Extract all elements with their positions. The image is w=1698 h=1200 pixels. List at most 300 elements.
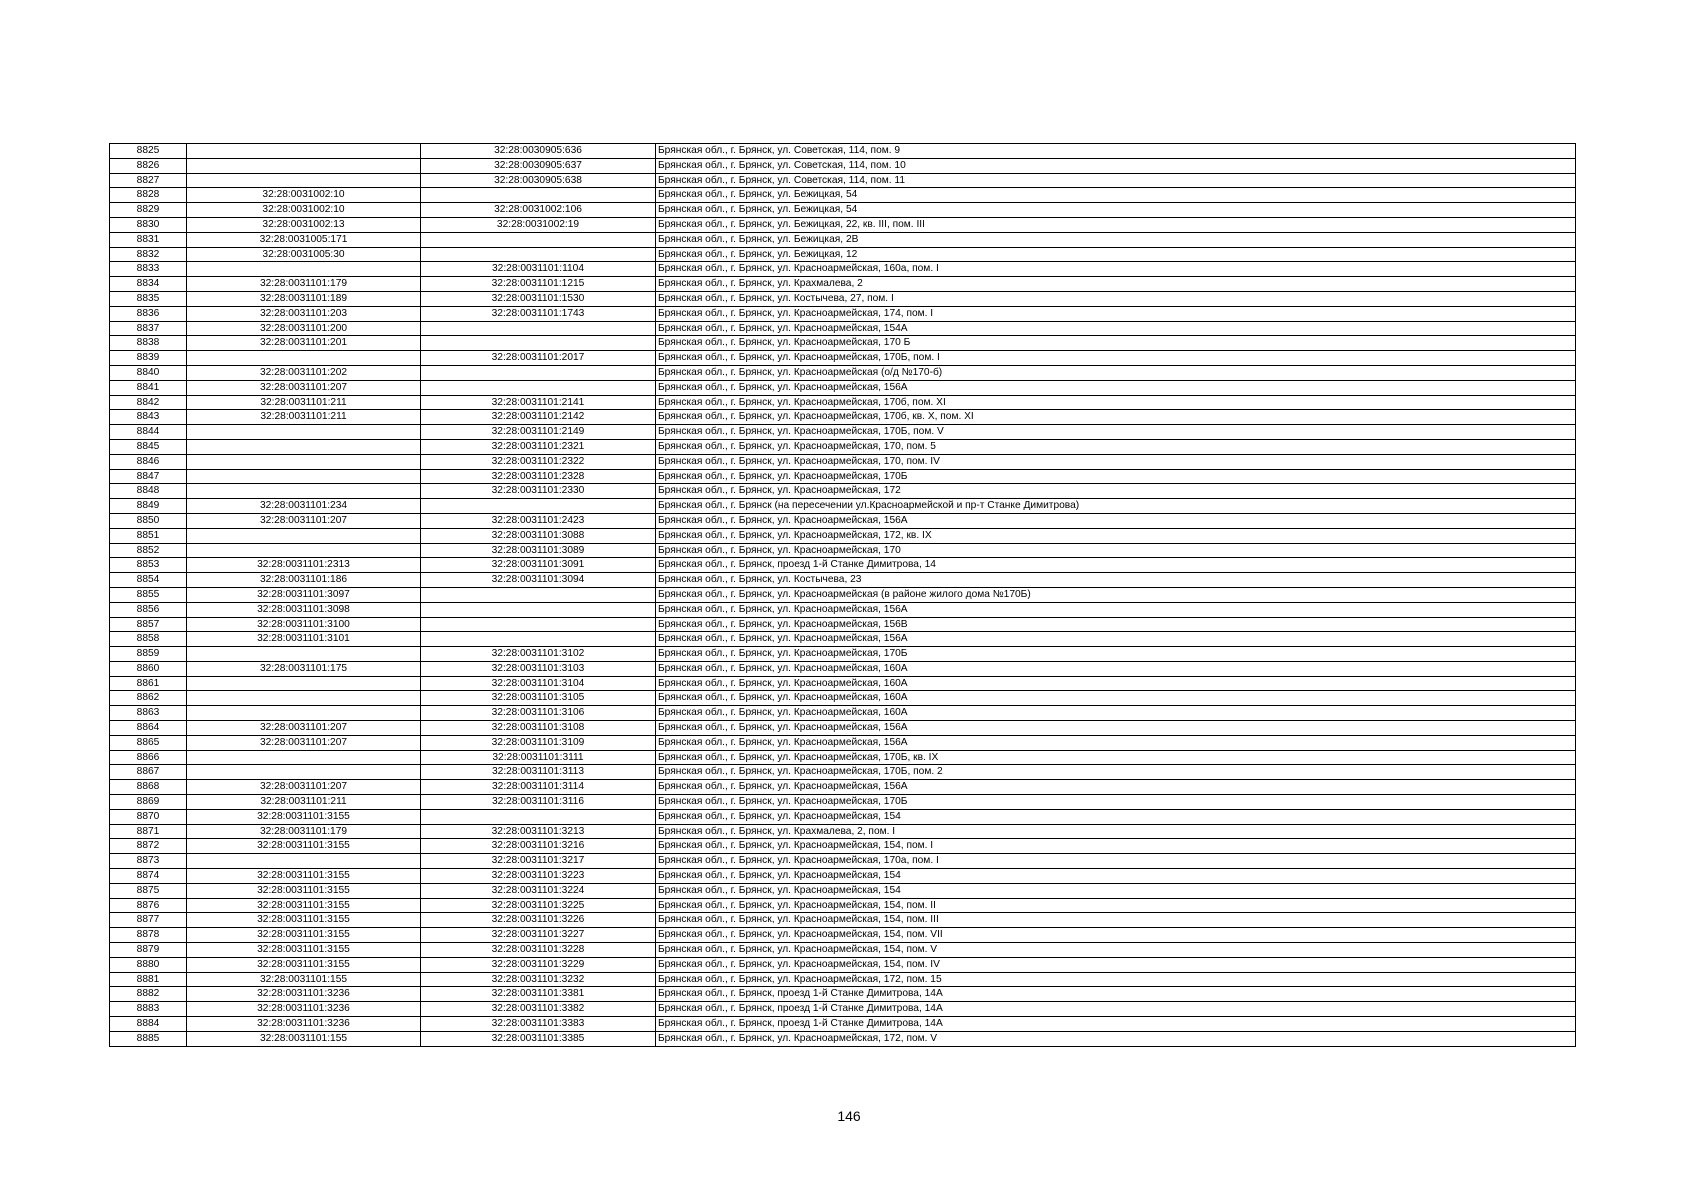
row-number-cell: 8825 bbox=[110, 144, 187, 159]
address-cell: Брянская обл., г. Брянск, ул. Советская, 114, пом. 9 bbox=[656, 144, 1576, 159]
address-cell: Брянская обл., г. Брянск, ул. Красноармейская (в районе жилого дома №170Б) bbox=[656, 587, 1576, 602]
table-row bbox=[110, 484, 1576, 499]
address-cell: Брянская обл., г. Брянск, ул. Красноармейская, 154 bbox=[656, 809, 1576, 824]
table-row bbox=[110, 1031, 1576, 1046]
table-row bbox=[110, 735, 1576, 750]
table-row bbox=[110, 839, 1576, 854]
parcel-number-cell bbox=[187, 351, 421, 366]
parcel-number-cell: 32:28:0031101:3155 bbox=[187, 839, 421, 854]
address-cell: Брянская обл., г. Брянск, ул. Крахмалева, 2 bbox=[656, 277, 1576, 292]
table-row bbox=[110, 883, 1576, 898]
table-row bbox=[110, 854, 1576, 869]
address-cell: Брянская обл., г. Брянск, проезд 1-й Станке Димитрова, 14А bbox=[656, 1017, 1576, 1032]
object-number-cell bbox=[421, 188, 656, 203]
row-number-cell: 8872 bbox=[110, 839, 187, 854]
parcel-number-cell: 32:28:0031101:155 bbox=[187, 1031, 421, 1046]
object-number-cell bbox=[421, 321, 656, 336]
parcel-number-cell: 32:28:0031101:3155 bbox=[187, 898, 421, 913]
registry-table bbox=[109, 143, 1576, 1047]
address-cell: Брянская обл., г. Брянск, ул. Красноармейская, 172, кв. IX bbox=[656, 528, 1576, 543]
row-number-cell: 8836 bbox=[110, 306, 187, 321]
address-cell: Брянская обл., г. Брянск, ул. Бежицкая, 2В bbox=[656, 232, 1576, 247]
object-number-cell: 32:28:0031101:3232 bbox=[421, 972, 656, 987]
address-cell: Брянская обл., г. Брянск, ул. Красноармейская, 156А bbox=[656, 632, 1576, 647]
row-number-cell: 8863 bbox=[110, 706, 187, 721]
row-number-cell: 8831 bbox=[110, 232, 187, 247]
page-number: 146 bbox=[837, 1108, 861, 1124]
row-number-cell: 8864 bbox=[110, 721, 187, 736]
address-cell: Брянская обл., г. Брянск, ул. Бежицкая, 12 bbox=[656, 247, 1576, 262]
row-number-cell: 8842 bbox=[110, 395, 187, 410]
object-number-cell bbox=[421, 809, 656, 824]
parcel-number-cell: 32:28:0031101:3101 bbox=[187, 632, 421, 647]
object-number-cell: 32:28:0031101:3213 bbox=[421, 824, 656, 839]
parcel-number-cell bbox=[187, 706, 421, 721]
table-row bbox=[110, 602, 1576, 617]
address-cell: Брянская обл., г. Брянск, ул. Красноармейская, 154, пом. I bbox=[656, 839, 1576, 854]
row-number-cell: 8851 bbox=[110, 528, 187, 543]
address-cell: Брянская обл., г. Брянск, ул. Красноармейская, 170а, пом. I bbox=[656, 854, 1576, 869]
table-row bbox=[110, 144, 1576, 159]
row-number-cell: 8830 bbox=[110, 217, 187, 232]
table-row bbox=[110, 1002, 1576, 1017]
parcel-number-cell bbox=[187, 484, 421, 499]
address-cell: Брянская обл., г. Брянск, проезд 1-й Станке Димитрова, 14А bbox=[656, 987, 1576, 1002]
row-number-cell: 8834 bbox=[110, 277, 187, 292]
address-cell: Брянская обл., г. Брянск, ул. Красноармейская, 170, пом. 5 bbox=[656, 439, 1576, 454]
object-number-cell: 32:28:0030905:636 bbox=[421, 144, 656, 159]
object-number-cell: 32:28:0031101:3229 bbox=[421, 957, 656, 972]
row-number-cell: 8828 bbox=[110, 188, 187, 203]
object-number-cell: 32:28:0031101:3217 bbox=[421, 854, 656, 869]
parcel-number-cell: 32:28:0031101:3236 bbox=[187, 1017, 421, 1032]
parcel-number-cell: 32:28:0031101:234 bbox=[187, 499, 421, 514]
row-number-cell: 8858 bbox=[110, 632, 187, 647]
object-number-cell: 32:28:0030905:638 bbox=[421, 173, 656, 188]
address-cell: Брянская обл., г. Брянск, ул. Красноармейская, 170Б, пом. V bbox=[656, 425, 1576, 440]
parcel-number-cell: 32:28:0031101:211 bbox=[187, 395, 421, 410]
table-row bbox=[110, 661, 1576, 676]
object-number-cell: 32:28:0031101:2141 bbox=[421, 395, 656, 410]
address-cell: Брянская обл., г. Брянск, ул. Красноармейская, 170Б bbox=[656, 795, 1576, 810]
table-row bbox=[110, 587, 1576, 602]
parcel-number-cell: 32:28:0031101:3236 bbox=[187, 1002, 421, 1017]
address-cell: Брянская обл., г. Брянск, ул. Красноармейская, 156А bbox=[656, 602, 1576, 617]
object-number-cell: 32:28:0031101:3113 bbox=[421, 765, 656, 780]
address-cell: Брянская обл., г. Брянск, ул. Красноармейская, 170 Б bbox=[656, 336, 1576, 351]
address-cell: Брянская обл., г. Брянск, ул. Красноармейская, 170Б bbox=[656, 469, 1576, 484]
address-cell: Брянская обл., г. Брянск, ул. Красноармейская, 154, пом. IV bbox=[656, 957, 1576, 972]
object-number-cell: 32:28:0031101:2322 bbox=[421, 454, 656, 469]
parcel-number-cell bbox=[187, 454, 421, 469]
address-cell: Брянская обл., г. Брянск, ул. Красноармейская, 154 bbox=[656, 883, 1576, 898]
row-number-cell: 8876 bbox=[110, 898, 187, 913]
object-number-cell: 32:28:0031101:3227 bbox=[421, 928, 656, 943]
object-number-cell: 32:28:0031101:3216 bbox=[421, 839, 656, 854]
table-row bbox=[110, 247, 1576, 262]
parcel-number-cell bbox=[187, 543, 421, 558]
parcel-number-cell: 32:28:0031101:207 bbox=[187, 380, 421, 395]
row-number-cell: 8862 bbox=[110, 691, 187, 706]
object-number-cell: 32:28:0031101:3106 bbox=[421, 706, 656, 721]
row-number-cell: 8833 bbox=[110, 262, 187, 277]
parcel-number-cell: 32:28:0031101:3097 bbox=[187, 587, 421, 602]
row-number-cell: 8873 bbox=[110, 854, 187, 869]
object-number-cell: 32:28:0031101:3385 bbox=[421, 1031, 656, 1046]
address-cell: Брянская обл., г. Брянск (на пересечении ул.Красноармейской и пр-т Станке Димитрова) bbox=[656, 499, 1576, 514]
parcel-number-cell: 32:28:0031101:186 bbox=[187, 573, 421, 588]
parcel-number-cell: 32:28:0031101:189 bbox=[187, 291, 421, 306]
object-number-cell: 32:28:0031101:3225 bbox=[421, 898, 656, 913]
address-cell: Брянская обл., г. Брянск, ул. Крахмалева, 2, пом. I bbox=[656, 824, 1576, 839]
row-number-cell: 8832 bbox=[110, 247, 187, 262]
table-row bbox=[110, 809, 1576, 824]
row-number-cell: 8852 bbox=[110, 543, 187, 558]
parcel-number-cell bbox=[187, 144, 421, 159]
address-cell: Брянская обл., г. Брянск, ул. Красноармейская, 160А bbox=[656, 706, 1576, 721]
row-number-cell: 8826 bbox=[110, 158, 187, 173]
parcel-number-cell: 32:28:0031005:30 bbox=[187, 247, 421, 262]
table-row bbox=[110, 425, 1576, 440]
row-number-cell: 8827 bbox=[110, 173, 187, 188]
object-number-cell: 32:28:0031101:3104 bbox=[421, 676, 656, 691]
address-cell: Брянская обл., г. Брянск, ул. Бежицкая, 22, кв. III, пом. III bbox=[656, 217, 1576, 232]
address-cell: Брянская обл., г. Брянск, ул. Бежицкая, 54 bbox=[656, 188, 1576, 203]
row-number-cell: 8845 bbox=[110, 439, 187, 454]
parcel-number-cell: 32:28:0031101:3155 bbox=[187, 943, 421, 958]
address-cell: Брянская обл., г. Брянск, ул. Красноармейская, 170б, пом. XI bbox=[656, 395, 1576, 410]
table-row bbox=[110, 395, 1576, 410]
parcel-number-cell: 32:28:0031101:3098 bbox=[187, 602, 421, 617]
row-number-cell: 8839 bbox=[110, 351, 187, 366]
address-cell: Брянская обл., г. Брянск, ул. Красноармейская, 170, пом. IV bbox=[656, 454, 1576, 469]
object-number-cell: 32:28:0031101:1215 bbox=[421, 277, 656, 292]
parcel-number-cell bbox=[187, 469, 421, 484]
address-cell: Брянская обл., г. Брянск, ул. Красноармейская, 174, пом. I bbox=[656, 306, 1576, 321]
object-number-cell: 32:28:0031101:3381 bbox=[421, 987, 656, 1002]
parcel-number-cell: 32:28:0031101:211 bbox=[187, 795, 421, 810]
row-number-cell: 8856 bbox=[110, 602, 187, 617]
parcel-number-cell bbox=[187, 528, 421, 543]
object-number-cell: 32:28:0031101:1743 bbox=[421, 306, 656, 321]
table-row bbox=[110, 780, 1576, 795]
parcel-number-cell: 32:28:0031101:179 bbox=[187, 824, 421, 839]
parcel-number-cell bbox=[187, 765, 421, 780]
object-number-cell bbox=[421, 247, 656, 262]
object-number-cell bbox=[421, 602, 656, 617]
table-row bbox=[110, 291, 1576, 306]
row-number-cell: 8848 bbox=[110, 484, 187, 499]
table-row bbox=[110, 351, 1576, 366]
address-cell: Брянская обл., г. Брянск, ул. Красноармейская, 154, пом. VII bbox=[656, 928, 1576, 943]
parcel-number-cell bbox=[187, 262, 421, 277]
table-row bbox=[110, 972, 1576, 987]
address-cell: Брянская обл., г. Брянск, ул. Красноармейская, 170Б, кв. IX bbox=[656, 750, 1576, 765]
address-cell: Брянская обл., г. Брянск, ул. Красноармейская, 160А bbox=[656, 676, 1576, 691]
table-row bbox=[110, 499, 1576, 514]
parcel-number-cell bbox=[187, 425, 421, 440]
object-number-cell bbox=[421, 587, 656, 602]
table-row bbox=[110, 750, 1576, 765]
table-row bbox=[110, 528, 1576, 543]
registry-table-body bbox=[110, 144, 1576, 1047]
object-number-cell: 32:28:0031101:2328 bbox=[421, 469, 656, 484]
object-number-cell: 32:28:0031101:2423 bbox=[421, 513, 656, 528]
table-row bbox=[110, 410, 1576, 425]
table-row bbox=[110, 469, 1576, 484]
table-row bbox=[110, 188, 1576, 203]
table-row bbox=[110, 647, 1576, 662]
object-number-cell: 32:28:0031101:2017 bbox=[421, 351, 656, 366]
table-row bbox=[110, 691, 1576, 706]
table-row bbox=[110, 943, 1576, 958]
object-number-cell: 32:28:0031101:3108 bbox=[421, 721, 656, 736]
table-row bbox=[110, 203, 1576, 218]
object-number-cell: 32:28:0031002:106 bbox=[421, 203, 656, 218]
object-number-cell bbox=[421, 632, 656, 647]
row-number-cell: 8870 bbox=[110, 809, 187, 824]
table-row bbox=[110, 913, 1576, 928]
table-row bbox=[110, 869, 1576, 884]
parcel-number-cell: 32:28:0031101:175 bbox=[187, 661, 421, 676]
parcel-number-cell: 32:28:0031101:202 bbox=[187, 365, 421, 380]
parcel-number-cell: 32:28:0031101:3155 bbox=[187, 809, 421, 824]
object-number-cell: 32:28:0030905:637 bbox=[421, 158, 656, 173]
row-number-cell: 8829 bbox=[110, 203, 187, 218]
object-number-cell: 32:28:0031101:3109 bbox=[421, 735, 656, 750]
row-number-cell: 8846 bbox=[110, 454, 187, 469]
parcel-number-cell: 32:28:0031002:10 bbox=[187, 188, 421, 203]
row-number-cell: 8855 bbox=[110, 587, 187, 602]
table-row bbox=[110, 217, 1576, 232]
parcel-number-cell: 32:28:0031101:3155 bbox=[187, 913, 421, 928]
address-cell: Брянская обл., г. Брянск, ул. Красноармейская, 154 bbox=[656, 869, 1576, 884]
table-row bbox=[110, 365, 1576, 380]
object-number-cell: 32:28:0031101:3094 bbox=[421, 573, 656, 588]
table-row bbox=[110, 277, 1576, 292]
address-cell: Брянская обл., г. Брянск, ул. Красноармейская, 172, пом. 15 bbox=[656, 972, 1576, 987]
row-number-cell: 8853 bbox=[110, 558, 187, 573]
table-row bbox=[110, 173, 1576, 188]
object-number-cell: 32:28:0031101:3223 bbox=[421, 869, 656, 884]
parcel-number-cell: 32:28:0031101:200 bbox=[187, 321, 421, 336]
row-number-cell: 8869 bbox=[110, 795, 187, 810]
object-number-cell: 32:28:0031101:2321 bbox=[421, 439, 656, 454]
address-cell: Брянская обл., г. Брянск, ул. Красноармейская, 154А bbox=[656, 321, 1576, 336]
parcel-number-cell: 32:28:0031101:3236 bbox=[187, 987, 421, 1002]
row-number-cell: 8871 bbox=[110, 824, 187, 839]
address-cell: Брянская обл., г. Брянск, ул. Красноармейская, 154, пом. V bbox=[656, 943, 1576, 958]
parcel-number-cell: 32:28:0031101:3100 bbox=[187, 617, 421, 632]
object-number-cell: 32:28:0031101:1530 bbox=[421, 291, 656, 306]
parcel-number-cell bbox=[187, 173, 421, 188]
table-row bbox=[110, 158, 1576, 173]
table-row bbox=[110, 706, 1576, 721]
row-number-cell: 8884 bbox=[110, 1017, 187, 1032]
address-cell: Брянская обл., г. Брянск, ул. Костычева, 27, пом. I bbox=[656, 291, 1576, 306]
row-number-cell: 8838 bbox=[110, 336, 187, 351]
row-number-cell: 8840 bbox=[110, 365, 187, 380]
address-cell: Брянская обл., г. Брянск, ул. Красноармейская, 156В bbox=[656, 617, 1576, 632]
parcel-number-cell: 32:28:0031101:207 bbox=[187, 735, 421, 750]
object-number-cell: 32:28:0031101:3224 bbox=[421, 883, 656, 898]
parcel-number-cell: 32:28:0031002:13 bbox=[187, 217, 421, 232]
address-cell: Брянская обл., г. Брянск, ул. Красноармейская (о/д №170-б) bbox=[656, 365, 1576, 380]
address-cell: Брянская обл., г. Брянск, ул. Красноармейская, 156А bbox=[656, 380, 1576, 395]
parcel-number-cell: 32:28:0031101:179 bbox=[187, 277, 421, 292]
object-number-cell: 32:28:0031101:2149 bbox=[421, 425, 656, 440]
object-number-cell: 32:28:0031101:3228 bbox=[421, 943, 656, 958]
address-cell: Брянская обл., г. Брянск, ул. Красноармейская, 154, пом. III bbox=[656, 913, 1576, 928]
row-number-cell: 8879 bbox=[110, 943, 187, 958]
table-row bbox=[110, 676, 1576, 691]
table-row bbox=[110, 232, 1576, 247]
table-row bbox=[110, 795, 1576, 810]
row-number-cell: 8867 bbox=[110, 765, 187, 780]
address-cell: Брянская обл., г. Брянск, проезд 1-й Станке Димитрова, 14 bbox=[656, 558, 1576, 573]
row-number-cell: 8854 bbox=[110, 573, 187, 588]
object-number-cell: 32:28:0031101:2142 bbox=[421, 410, 656, 425]
object-number-cell bbox=[421, 232, 656, 247]
row-number-cell: 8878 bbox=[110, 928, 187, 943]
row-number-cell: 8835 bbox=[110, 291, 187, 306]
object-number-cell: 32:28:0031101:3383 bbox=[421, 1017, 656, 1032]
parcel-number-cell: 32:28:0031101:3155 bbox=[187, 869, 421, 884]
address-cell: Брянская обл., г. Брянск, ул. Красноармейская, 156А bbox=[656, 780, 1576, 795]
address-cell: Брянская обл., г. Брянск, ул. Красноармейская, 156А bbox=[656, 735, 1576, 750]
object-number-cell: 32:28:0031101:3382 bbox=[421, 1002, 656, 1017]
table-row bbox=[110, 765, 1576, 780]
row-number-cell: 8837 bbox=[110, 321, 187, 336]
object-number-cell: 32:28:0031101:1104 bbox=[421, 262, 656, 277]
parcel-number-cell: 32:28:0031101:201 bbox=[187, 336, 421, 351]
parcel-number-cell bbox=[187, 158, 421, 173]
table-row bbox=[110, 454, 1576, 469]
table-row bbox=[110, 617, 1576, 632]
object-number-cell bbox=[421, 365, 656, 380]
row-number-cell: 8861 bbox=[110, 676, 187, 691]
table-row bbox=[110, 928, 1576, 943]
parcel-number-cell bbox=[187, 647, 421, 662]
object-number-cell: 32:28:0031101:3111 bbox=[421, 750, 656, 765]
parcel-number-cell: 32:28:0031101:207 bbox=[187, 780, 421, 795]
parcel-number-cell bbox=[187, 854, 421, 869]
table-row bbox=[110, 558, 1576, 573]
object-number-cell bbox=[421, 617, 656, 632]
parcel-number-cell: 32:28:0031101:207 bbox=[187, 513, 421, 528]
parcel-number-cell bbox=[187, 676, 421, 691]
row-number-cell: 8841 bbox=[110, 380, 187, 395]
object-number-cell: 32:28:0031101:3102 bbox=[421, 647, 656, 662]
parcel-number-cell: 32:28:0031005:171 bbox=[187, 232, 421, 247]
parcel-number-cell: 32:28:0031101:203 bbox=[187, 306, 421, 321]
table-row bbox=[110, 1017, 1576, 1032]
table-row bbox=[110, 957, 1576, 972]
row-number-cell: 8883 bbox=[110, 1002, 187, 1017]
row-number-cell: 8847 bbox=[110, 469, 187, 484]
row-number-cell: 8882 bbox=[110, 987, 187, 1002]
row-number-cell: 8866 bbox=[110, 750, 187, 765]
address-cell: Брянская обл., г. Брянск, ул. Костычева, 23 bbox=[656, 573, 1576, 588]
parcel-number-cell: 32:28:0031101:155 bbox=[187, 972, 421, 987]
address-cell: Брянская обл., г. Брянск, ул. Красноармейская, 160А bbox=[656, 691, 1576, 706]
object-number-cell: 32:28:0031101:3091 bbox=[421, 558, 656, 573]
address-cell: Брянская обл., г. Брянск, ул. Красноармейская, 170Б, пом. 2 bbox=[656, 765, 1576, 780]
object-number-cell: 32:28:0031101:3114 bbox=[421, 780, 656, 795]
object-number-cell: 32:28:0031101:3226 bbox=[421, 913, 656, 928]
address-cell: Брянская обл., г. Брянск, ул. Красноармейская, 154, пом. II bbox=[656, 898, 1576, 913]
table-row bbox=[110, 513, 1576, 528]
table-row bbox=[110, 721, 1576, 736]
parcel-number-cell bbox=[187, 750, 421, 765]
row-number-cell: 8875 bbox=[110, 883, 187, 898]
object-number-cell bbox=[421, 380, 656, 395]
row-number-cell: 8860 bbox=[110, 661, 187, 676]
table-row bbox=[110, 824, 1576, 839]
parcel-number-cell bbox=[187, 691, 421, 706]
address-cell: Брянская обл., г. Брянск, ул. Красноармейская, 156А bbox=[656, 513, 1576, 528]
address-cell: Брянская обл., г. Брянск, ул. Красноармейская, 160А bbox=[656, 661, 1576, 676]
row-number-cell: 8880 bbox=[110, 957, 187, 972]
table-row bbox=[110, 380, 1576, 395]
parcel-number-cell: 32:28:0031101:211 bbox=[187, 410, 421, 425]
parcel-number-cell: 32:28:0031101:3155 bbox=[187, 928, 421, 943]
address-cell: Брянская обл., г. Брянск, ул. Красноармейская, 172, пом. V bbox=[656, 1031, 1576, 1046]
address-cell: Брянская обл., г. Брянск, проезд 1-й Станке Димитрова, 14А bbox=[656, 1002, 1576, 1017]
address-cell: Брянская обл., г. Брянск, ул. Советская, 114, пом. 11 bbox=[656, 173, 1576, 188]
address-cell: Брянская обл., г. Брянск, ул. Красноармейская, 160а, пом. I bbox=[656, 262, 1576, 277]
row-number-cell: 8849 bbox=[110, 499, 187, 514]
object-number-cell: 32:28:0031101:3089 bbox=[421, 543, 656, 558]
row-number-cell: 8843 bbox=[110, 410, 187, 425]
parcel-number-cell: 32:28:0031101:2313 bbox=[187, 558, 421, 573]
address-cell: Брянская обл., г. Брянск, ул. Красноармейская, 170Б, пом. I bbox=[656, 351, 1576, 366]
row-number-cell: 8881 bbox=[110, 972, 187, 987]
row-number-cell: 8865 bbox=[110, 735, 187, 750]
object-number-cell: 32:28:0031101:3088 bbox=[421, 528, 656, 543]
address-cell: Брянская обл., г. Брянск, ул. Красноармейская, 170Б bbox=[656, 647, 1576, 662]
object-number-cell: 32:28:0031101:3103 bbox=[421, 661, 656, 676]
object-number-cell: 32:28:0031101:3105 bbox=[421, 691, 656, 706]
table-row bbox=[110, 306, 1576, 321]
row-number-cell: 8868 bbox=[110, 780, 187, 795]
table-row bbox=[110, 321, 1576, 336]
row-number-cell: 8877 bbox=[110, 913, 187, 928]
address-cell: Брянская обл., г. Брянск, ул. Красноармейская, 170 bbox=[656, 543, 1576, 558]
table-row bbox=[110, 439, 1576, 454]
table-row bbox=[110, 573, 1576, 588]
object-number-cell: 32:28:0031101:2330 bbox=[421, 484, 656, 499]
parcel-number-cell: 32:28:0031002:10 bbox=[187, 203, 421, 218]
address-cell: Брянская обл., г. Брянск, ул. Бежицкая, 54 bbox=[656, 203, 1576, 218]
table-row bbox=[110, 987, 1576, 1002]
object-number-cell: 32:28:0031101:3116 bbox=[421, 795, 656, 810]
object-number-cell bbox=[421, 336, 656, 351]
table-row bbox=[110, 336, 1576, 351]
row-number-cell: 8844 bbox=[110, 425, 187, 440]
table-row bbox=[110, 632, 1576, 647]
row-number-cell: 8885 bbox=[110, 1031, 187, 1046]
parcel-number-cell: 32:28:0031101:207 bbox=[187, 721, 421, 736]
table-row bbox=[110, 898, 1576, 913]
address-cell: Брянская обл., г. Брянск, ул. Красноармейская, 156А bbox=[656, 721, 1576, 736]
table-row bbox=[110, 262, 1576, 277]
row-number-cell: 8859 bbox=[110, 647, 187, 662]
table-row bbox=[110, 543, 1576, 558]
object-number-cell: 32:28:0031002:19 bbox=[421, 217, 656, 232]
row-number-cell: 8857 bbox=[110, 617, 187, 632]
address-cell: Брянская обл., г. Брянск, ул. Красноармейская, 170б, кв. X, пом. XI bbox=[656, 410, 1576, 425]
